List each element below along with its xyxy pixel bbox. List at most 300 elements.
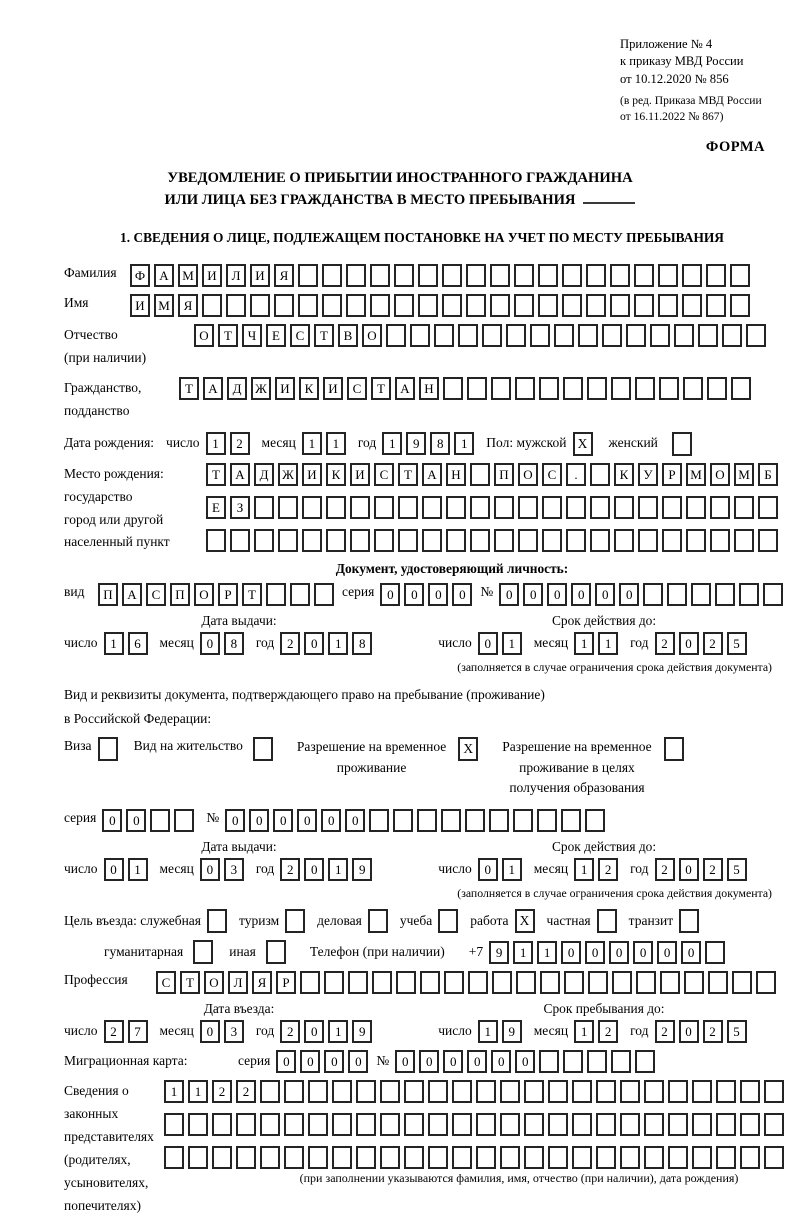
char-cell[interactable]: Р bbox=[218, 583, 238, 606]
char-cell[interactable] bbox=[740, 1146, 760, 1169]
char-cell[interactable]: 0 bbox=[499, 583, 519, 606]
char-cell[interactable] bbox=[530, 324, 550, 347]
char-cell[interactable] bbox=[446, 496, 466, 519]
char-cell[interactable]: Д bbox=[254, 463, 274, 486]
char-cell[interactable]: 0 bbox=[126, 809, 146, 832]
char-cell[interactable]: И bbox=[202, 264, 222, 287]
char-cell[interactable] bbox=[539, 377, 559, 400]
char-cell[interactable]: О bbox=[518, 463, 538, 486]
char-cell[interactable] bbox=[691, 583, 711, 606]
permit-series-cells[interactable] bbox=[102, 809, 194, 832]
char-cell[interactable] bbox=[692, 1080, 712, 1103]
char-cell[interactable]: 0 bbox=[324, 1050, 344, 1073]
char-cell[interactable]: 0 bbox=[273, 809, 293, 832]
char-cell[interactable] bbox=[226, 294, 246, 317]
char-cell[interactable] bbox=[394, 264, 414, 287]
issue1-month-cells[interactable] bbox=[200, 632, 244, 655]
char-cell[interactable]: 0 bbox=[297, 809, 317, 832]
char-cell[interactable] bbox=[539, 1050, 559, 1073]
migration-series-cells[interactable] bbox=[276, 1050, 368, 1073]
char-cell[interactable]: 1 bbox=[478, 1020, 498, 1043]
purpose-transit-checkbox[interactable] bbox=[679, 909, 699, 933]
char-cell[interactable] bbox=[369, 809, 389, 832]
char-cell[interactable]: 2 bbox=[703, 1020, 723, 1043]
char-cell[interactable]: А bbox=[122, 583, 142, 606]
char-cell[interactable]: 5 bbox=[727, 858, 747, 881]
char-cell[interactable]: С bbox=[156, 971, 176, 994]
char-cell[interactable] bbox=[326, 529, 346, 552]
char-cell[interactable]: Ж bbox=[278, 463, 298, 486]
purpose-humanitarian-checkbox[interactable] bbox=[193, 940, 213, 964]
char-cell[interactable] bbox=[578, 324, 598, 347]
char-cell[interactable] bbox=[398, 496, 418, 519]
char-cell[interactable] bbox=[764, 1146, 784, 1169]
char-cell[interactable]: О bbox=[194, 583, 214, 606]
char-cell[interactable] bbox=[620, 1080, 640, 1103]
purpose-work-checkbox[interactable]: X bbox=[515, 909, 535, 933]
char-cell[interactable] bbox=[467, 377, 487, 400]
char-cell[interactable]: И bbox=[275, 377, 295, 400]
char-cell[interactable]: 8 bbox=[430, 432, 450, 455]
char-cell[interactable] bbox=[682, 264, 702, 287]
char-cell[interactable] bbox=[398, 529, 418, 552]
char-cell[interactable] bbox=[524, 1080, 544, 1103]
char-cell[interactable] bbox=[538, 264, 558, 287]
entry-month-cells[interactable] bbox=[200, 1020, 244, 1043]
char-cell[interactable] bbox=[548, 1080, 568, 1103]
char-cell[interactable] bbox=[206, 529, 226, 552]
char-cell[interactable] bbox=[350, 496, 370, 519]
char-cell[interactable] bbox=[636, 971, 656, 994]
char-cell[interactable]: 7 bbox=[128, 1020, 148, 1043]
char-cell[interactable]: 0 bbox=[679, 632, 699, 655]
char-cell[interactable] bbox=[308, 1146, 328, 1169]
char-cell[interactable] bbox=[563, 377, 583, 400]
char-cell[interactable]: С bbox=[290, 324, 310, 347]
char-cell[interactable] bbox=[644, 1146, 664, 1169]
char-cell[interactable]: 2 bbox=[598, 858, 618, 881]
char-cell[interactable]: О bbox=[362, 324, 382, 347]
valid2-year-cells[interactable] bbox=[655, 858, 747, 881]
char-cell[interactable] bbox=[302, 496, 322, 519]
char-cell[interactable]: 0 bbox=[380, 583, 400, 606]
char-cell[interactable]: В bbox=[338, 324, 358, 347]
char-cell[interactable] bbox=[715, 583, 735, 606]
char-cell[interactable] bbox=[513, 809, 533, 832]
char-cell[interactable] bbox=[188, 1146, 208, 1169]
char-cell[interactable] bbox=[764, 1113, 784, 1136]
char-cell[interactable] bbox=[494, 496, 514, 519]
char-cell[interactable]: 0 bbox=[345, 809, 365, 832]
char-cell[interactable] bbox=[380, 1146, 400, 1169]
char-cell[interactable]: 3 bbox=[224, 858, 244, 881]
char-cell[interactable] bbox=[716, 1113, 736, 1136]
gender-male-checkbox[interactable]: X bbox=[573, 432, 593, 456]
char-cell[interactable] bbox=[658, 264, 678, 287]
birth-year-cells[interactable] bbox=[382, 432, 474, 455]
char-cell[interactable]: 2 bbox=[703, 632, 723, 655]
char-cell[interactable] bbox=[230, 529, 250, 552]
char-cell[interactable] bbox=[516, 971, 536, 994]
char-cell[interactable] bbox=[468, 971, 488, 994]
profession-cells[interactable] bbox=[156, 971, 776, 994]
identity-kind-cells[interactable] bbox=[98, 583, 334, 606]
char-cell[interactable] bbox=[643, 583, 663, 606]
char-cell[interactable] bbox=[683, 377, 703, 400]
char-cell[interactable]: 9 bbox=[352, 858, 372, 881]
char-cell[interactable] bbox=[441, 809, 461, 832]
char-cell[interactable] bbox=[260, 1113, 280, 1136]
char-cell[interactable] bbox=[476, 1146, 496, 1169]
char-cell[interactable]: 1 bbox=[128, 858, 148, 881]
issue1-day-cells[interactable] bbox=[104, 632, 148, 655]
char-cell[interactable] bbox=[332, 1146, 352, 1169]
char-cell[interactable] bbox=[566, 496, 586, 519]
char-cell[interactable] bbox=[710, 529, 730, 552]
char-cell[interactable]: 0 bbox=[419, 1050, 439, 1073]
char-cell[interactable] bbox=[386, 324, 406, 347]
char-cell[interactable]: О bbox=[194, 324, 214, 347]
char-cell[interactable]: Л bbox=[226, 264, 246, 287]
char-cell[interactable]: М bbox=[178, 264, 198, 287]
char-cell[interactable] bbox=[650, 324, 670, 347]
char-cell[interactable]: Т bbox=[206, 463, 226, 486]
char-cell[interactable] bbox=[716, 1146, 736, 1169]
char-cell[interactable]: М bbox=[686, 463, 706, 486]
char-cell[interactable]: 0 bbox=[561, 941, 581, 964]
char-cell[interactable]: Н bbox=[446, 463, 466, 486]
char-cell[interactable]: 0 bbox=[619, 583, 639, 606]
char-cell[interactable]: И bbox=[350, 463, 370, 486]
char-cell[interactable]: С bbox=[542, 463, 562, 486]
char-cell[interactable] bbox=[428, 1080, 448, 1103]
char-cell[interactable] bbox=[404, 1146, 424, 1169]
char-cell[interactable]: 1 bbox=[104, 632, 124, 655]
char-cell[interactable] bbox=[596, 1146, 616, 1169]
char-cell[interactable] bbox=[356, 1146, 376, 1169]
char-cell[interactable] bbox=[734, 529, 754, 552]
entry-day-cells[interactable] bbox=[104, 1020, 148, 1043]
char-cell[interactable]: 0 bbox=[200, 858, 220, 881]
char-cell[interactable] bbox=[758, 496, 778, 519]
char-cell[interactable]: 1 bbox=[574, 858, 594, 881]
char-cell[interactable]: К bbox=[614, 463, 634, 486]
char-cell[interactable] bbox=[515, 377, 535, 400]
char-cell[interactable]: 9 bbox=[489, 941, 509, 964]
valid1-year-cells[interactable] bbox=[655, 632, 747, 655]
char-cell[interactable]: 2 bbox=[655, 858, 675, 881]
char-cell[interactable] bbox=[418, 264, 438, 287]
birth-day-cells[interactable] bbox=[206, 432, 250, 455]
char-cell[interactable] bbox=[611, 1050, 631, 1073]
char-cell[interactable]: 1 bbox=[598, 632, 618, 655]
stay-month-cells[interactable] bbox=[574, 1020, 618, 1043]
char-cell[interactable] bbox=[260, 1080, 280, 1103]
char-cell[interactable] bbox=[278, 496, 298, 519]
patronymic-cells[interactable] bbox=[194, 324, 766, 347]
valid2-month-cells[interactable] bbox=[574, 858, 618, 881]
char-cell[interactable]: 0 bbox=[102, 809, 122, 832]
char-cell[interactable] bbox=[540, 971, 560, 994]
char-cell[interactable] bbox=[739, 583, 759, 606]
char-cell[interactable] bbox=[466, 294, 486, 317]
char-cell[interactable] bbox=[302, 529, 322, 552]
char-cell[interactable]: Ж bbox=[251, 377, 271, 400]
char-cell[interactable] bbox=[290, 583, 310, 606]
identity-number-cells[interactable] bbox=[499, 583, 783, 606]
char-cell[interactable] bbox=[298, 264, 318, 287]
char-cell[interactable] bbox=[758, 529, 778, 552]
char-cell[interactable] bbox=[566, 529, 586, 552]
representatives-cells-row3[interactable] bbox=[164, 1146, 784, 1169]
char-cell[interactable] bbox=[590, 463, 610, 486]
char-cell[interactable]: 0 bbox=[249, 809, 269, 832]
char-cell[interactable] bbox=[442, 294, 462, 317]
char-cell[interactable]: К bbox=[299, 377, 319, 400]
char-cell[interactable] bbox=[446, 529, 466, 552]
char-cell[interactable] bbox=[562, 264, 582, 287]
char-cell[interactable]: 2 bbox=[598, 1020, 618, 1043]
char-cell[interactable] bbox=[756, 971, 776, 994]
birth-place-cells-row2[interactable] bbox=[206, 496, 778, 519]
purpose-business-checkbox[interactable] bbox=[368, 909, 388, 933]
char-cell[interactable] bbox=[635, 1050, 655, 1073]
gender-female-checkbox[interactable] bbox=[672, 432, 692, 456]
char-cell[interactable]: Т bbox=[218, 324, 238, 347]
char-cell[interactable] bbox=[417, 809, 437, 832]
char-cell[interactable] bbox=[590, 529, 610, 552]
char-cell[interactable] bbox=[500, 1113, 520, 1136]
char-cell[interactable] bbox=[476, 1113, 496, 1136]
char-cell[interactable]: Ф bbox=[130, 264, 150, 287]
char-cell[interactable] bbox=[420, 971, 440, 994]
char-cell[interactable]: А bbox=[395, 377, 415, 400]
char-cell[interactable]: К bbox=[326, 463, 346, 486]
char-cell[interactable]: П bbox=[494, 463, 514, 486]
char-cell[interactable] bbox=[266, 583, 286, 606]
char-cell[interactable] bbox=[548, 1113, 568, 1136]
char-cell[interactable] bbox=[346, 264, 366, 287]
char-cell[interactable]: 1 bbox=[502, 632, 522, 655]
char-cell[interactable]: 0 bbox=[348, 1050, 368, 1073]
char-cell[interactable]: 1 bbox=[328, 1020, 348, 1043]
char-cell[interactable]: И bbox=[302, 463, 322, 486]
char-cell[interactable] bbox=[308, 1080, 328, 1103]
char-cell[interactable] bbox=[500, 1146, 520, 1169]
char-cell[interactable]: И bbox=[250, 264, 270, 287]
char-cell[interactable] bbox=[465, 809, 485, 832]
char-cell[interactable]: Р bbox=[662, 463, 682, 486]
char-cell[interactable] bbox=[274, 294, 294, 317]
char-cell[interactable] bbox=[686, 529, 706, 552]
char-cell[interactable]: 1 bbox=[382, 432, 402, 455]
char-cell[interactable] bbox=[662, 496, 682, 519]
char-cell[interactable] bbox=[731, 377, 751, 400]
char-cell[interactable] bbox=[658, 294, 678, 317]
char-cell[interactable]: Б bbox=[758, 463, 778, 486]
char-cell[interactable] bbox=[380, 1113, 400, 1136]
char-cell[interactable]: А bbox=[203, 377, 223, 400]
char-cell[interactable] bbox=[706, 264, 726, 287]
char-cell[interactable] bbox=[491, 377, 511, 400]
char-cell[interactable] bbox=[538, 294, 558, 317]
char-cell[interactable]: А bbox=[230, 463, 250, 486]
char-cell[interactable]: 0 bbox=[467, 1050, 487, 1073]
char-cell[interactable] bbox=[250, 294, 270, 317]
char-cell[interactable] bbox=[740, 1080, 760, 1103]
char-cell[interactable] bbox=[476, 1080, 496, 1103]
char-cell[interactable]: С bbox=[374, 463, 394, 486]
purpose-tourism-checkbox[interactable] bbox=[285, 909, 305, 933]
char-cell[interactable]: 0 bbox=[304, 1020, 324, 1043]
char-cell[interactable] bbox=[563, 1050, 583, 1073]
char-cell[interactable]: Я bbox=[178, 294, 198, 317]
char-cell[interactable]: Т bbox=[179, 377, 199, 400]
char-cell[interactable]: . bbox=[566, 463, 586, 486]
issue2-year-cells[interactable] bbox=[280, 858, 372, 881]
issue1-year-cells[interactable] bbox=[280, 632, 372, 655]
issue2-month-cells[interactable] bbox=[200, 858, 244, 881]
char-cell[interactable] bbox=[434, 324, 454, 347]
char-cell[interactable] bbox=[644, 1113, 664, 1136]
visa-checkbox[interactable] bbox=[98, 737, 118, 761]
char-cell[interactable]: 1 bbox=[164, 1080, 184, 1103]
char-cell[interactable] bbox=[326, 496, 346, 519]
char-cell[interactable] bbox=[706, 294, 726, 317]
char-cell[interactable] bbox=[620, 1113, 640, 1136]
given-name-cells[interactable] bbox=[130, 294, 750, 317]
char-cell[interactable]: 0 bbox=[225, 809, 245, 832]
valid1-month-cells[interactable] bbox=[574, 632, 618, 655]
char-cell[interactable]: 0 bbox=[595, 583, 615, 606]
char-cell[interactable] bbox=[164, 1113, 184, 1136]
char-cell[interactable]: 8 bbox=[352, 632, 372, 655]
char-cell[interactable] bbox=[763, 583, 783, 606]
char-cell[interactable] bbox=[524, 1146, 544, 1169]
char-cell[interactable] bbox=[393, 809, 413, 832]
char-cell[interactable]: 0 bbox=[681, 941, 701, 964]
char-cell[interactable] bbox=[314, 583, 334, 606]
char-cell[interactable] bbox=[150, 809, 170, 832]
char-cell[interactable]: 1 bbox=[502, 858, 522, 881]
char-cell[interactable]: 0 bbox=[443, 1050, 463, 1073]
char-cell[interactable] bbox=[370, 264, 390, 287]
char-cell[interactable] bbox=[322, 294, 342, 317]
char-cell[interactable] bbox=[212, 1113, 232, 1136]
char-cell[interactable]: 0 bbox=[478, 858, 498, 881]
char-cell[interactable] bbox=[260, 1146, 280, 1169]
char-cell[interactable]: 9 bbox=[352, 1020, 372, 1043]
birth-place-cells-row1[interactable] bbox=[206, 463, 778, 486]
char-cell[interactable] bbox=[587, 377, 607, 400]
char-cell[interactable]: 0 bbox=[679, 858, 699, 881]
char-cell[interactable] bbox=[730, 264, 750, 287]
citizenship-cells[interactable] bbox=[179, 377, 751, 400]
char-cell[interactable]: 1 bbox=[537, 941, 557, 964]
char-cell[interactable]: 0 bbox=[104, 858, 124, 881]
char-cell[interactable] bbox=[346, 294, 366, 317]
char-cell[interactable]: 2 bbox=[280, 1020, 300, 1043]
char-cell[interactable]: Д bbox=[227, 377, 247, 400]
char-cell[interactable] bbox=[356, 1080, 376, 1103]
purpose-private-checkbox[interactable] bbox=[597, 909, 617, 933]
char-cell[interactable] bbox=[590, 496, 610, 519]
char-cell[interactable]: 0 bbox=[404, 583, 424, 606]
char-cell[interactable]: Т bbox=[242, 583, 262, 606]
char-cell[interactable] bbox=[611, 377, 631, 400]
char-cell[interactable] bbox=[350, 529, 370, 552]
char-cell[interactable]: 1 bbox=[574, 1020, 594, 1043]
char-cell[interactable]: 2 bbox=[104, 1020, 124, 1043]
char-cell[interactable] bbox=[490, 294, 510, 317]
char-cell[interactable] bbox=[308, 1113, 328, 1136]
valid2-day-cells[interactable] bbox=[478, 858, 522, 881]
char-cell[interactable]: 1 bbox=[454, 432, 474, 455]
char-cell[interactable] bbox=[470, 496, 490, 519]
char-cell[interactable]: 1 bbox=[513, 941, 533, 964]
char-cell[interactable] bbox=[444, 971, 464, 994]
char-cell[interactable] bbox=[298, 294, 318, 317]
char-cell[interactable] bbox=[602, 324, 622, 347]
char-cell[interactable] bbox=[626, 324, 646, 347]
residence-permit-checkbox[interactable] bbox=[253, 737, 273, 761]
char-cell[interactable]: С bbox=[146, 583, 166, 606]
valid1-day-cells[interactable] bbox=[478, 632, 522, 655]
char-cell[interactable] bbox=[356, 1113, 376, 1136]
char-cell[interactable] bbox=[708, 971, 728, 994]
char-cell[interactable] bbox=[572, 1113, 592, 1136]
char-cell[interactable] bbox=[422, 496, 442, 519]
char-cell[interactable] bbox=[284, 1113, 304, 1136]
char-cell[interactable]: 5 bbox=[727, 1020, 747, 1043]
purpose-other-checkbox[interactable] bbox=[266, 940, 286, 964]
char-cell[interactable] bbox=[740, 1113, 760, 1136]
char-cell[interactable] bbox=[586, 294, 606, 317]
char-cell[interactable] bbox=[506, 324, 526, 347]
char-cell[interactable]: Р bbox=[276, 971, 296, 994]
permit-number-cells[interactable] bbox=[225, 809, 605, 832]
char-cell[interactable]: 2 bbox=[212, 1080, 232, 1103]
char-cell[interactable]: 8 bbox=[224, 632, 244, 655]
char-cell[interactable]: 0 bbox=[395, 1050, 415, 1073]
char-cell[interactable]: 1 bbox=[328, 858, 348, 881]
char-cell[interactable] bbox=[482, 324, 502, 347]
char-cell[interactable]: 1 bbox=[326, 432, 346, 455]
char-cell[interactable] bbox=[348, 971, 368, 994]
representatives-cells-row1[interactable] bbox=[164, 1080, 784, 1103]
char-cell[interactable] bbox=[524, 1113, 544, 1136]
char-cell[interactable] bbox=[764, 1080, 784, 1103]
char-cell[interactable] bbox=[236, 1146, 256, 1169]
char-cell[interactable] bbox=[730, 294, 750, 317]
char-cell[interactable] bbox=[374, 496, 394, 519]
birth-month-cells[interactable] bbox=[302, 432, 346, 455]
char-cell[interactable]: 2 bbox=[280, 858, 300, 881]
char-cell[interactable]: Е bbox=[206, 496, 226, 519]
char-cell[interactable]: И bbox=[130, 294, 150, 317]
char-cell[interactable] bbox=[562, 294, 582, 317]
char-cell[interactable] bbox=[659, 377, 679, 400]
char-cell[interactable]: 0 bbox=[657, 941, 677, 964]
char-cell[interactable] bbox=[572, 1080, 592, 1103]
migration-number-cells[interactable] bbox=[395, 1050, 655, 1073]
char-cell[interactable]: 2 bbox=[230, 432, 250, 455]
char-cell[interactable] bbox=[278, 529, 298, 552]
char-cell[interactable]: Ч bbox=[242, 324, 262, 347]
char-cell[interactable]: А bbox=[154, 264, 174, 287]
char-cell[interactable] bbox=[542, 529, 562, 552]
char-cell[interactable]: 0 bbox=[321, 809, 341, 832]
